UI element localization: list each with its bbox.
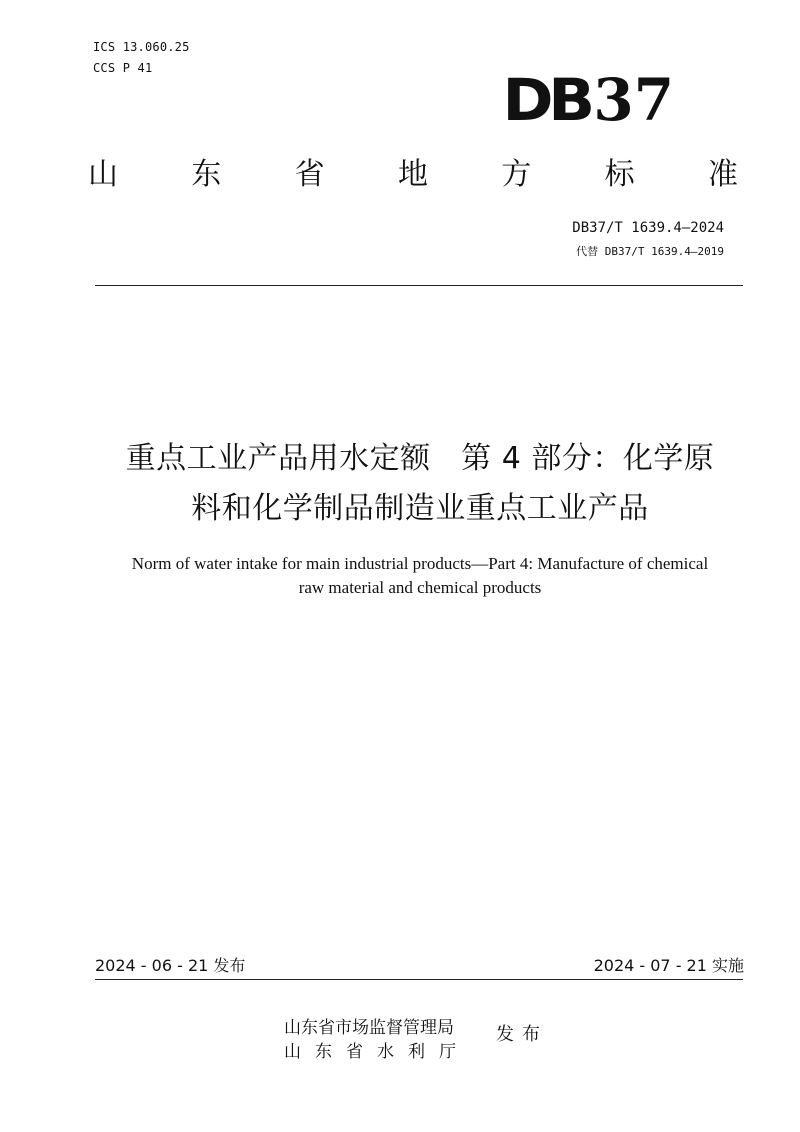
db-logo-number: 37 [593,66,675,134]
standard-type-char: 山 [88,157,118,192]
db37-logo [502,66,675,134]
standard-type-char: 准 [707,157,738,192]
db-logo-letters: DB [502,66,590,134]
standard-type-char: 东 [191,157,222,192]
chinese-title [80,434,760,534]
footer-divider [95,979,743,980]
issue-date: 2024 - 06 - 21 发布 [95,956,246,975]
standard-number: DB37/T 1639.4—2024 [572,220,724,236]
standard-type-char: 标 [604,157,635,192]
ics-code: ICS 13.060.25 [93,40,190,54]
publish-label: 发布 [496,1024,548,1045]
publisher-market-regulation: 山东省市场监督管理局 [284,1018,454,1038]
standard-type-char: 地 [397,157,428,192]
english-title-line-2: raw material and chemical products [298,578,542,597]
ccs-code: CCS P 41 [93,61,153,75]
publishing-organizations [284,1016,470,1064]
english-title-line-1: Norm of water intake for main industrial products—Part 4: Manufacture of chemical [131,554,709,573]
standard-type-char: 方 [501,157,532,192]
english-title [80,552,760,600]
standard-type-heading [88,154,738,196]
chinese-title-line-2: 料和化学制品制造业重点工业产品 [191,491,649,526]
chinese-title-line-1: 重点工业产品用水定额 第 4 部分：化学原 [125,441,715,476]
header-divider [95,285,743,286]
implementation-date: 2024 - 07 - 21 实施 [593,956,744,975]
standard-type-char: 省 [294,157,325,192]
publisher-water-resources: 山东省水利厅 [284,1042,470,1062]
replaces-standard: 代替 DB37/T 1639.4—2019 [576,245,724,258]
